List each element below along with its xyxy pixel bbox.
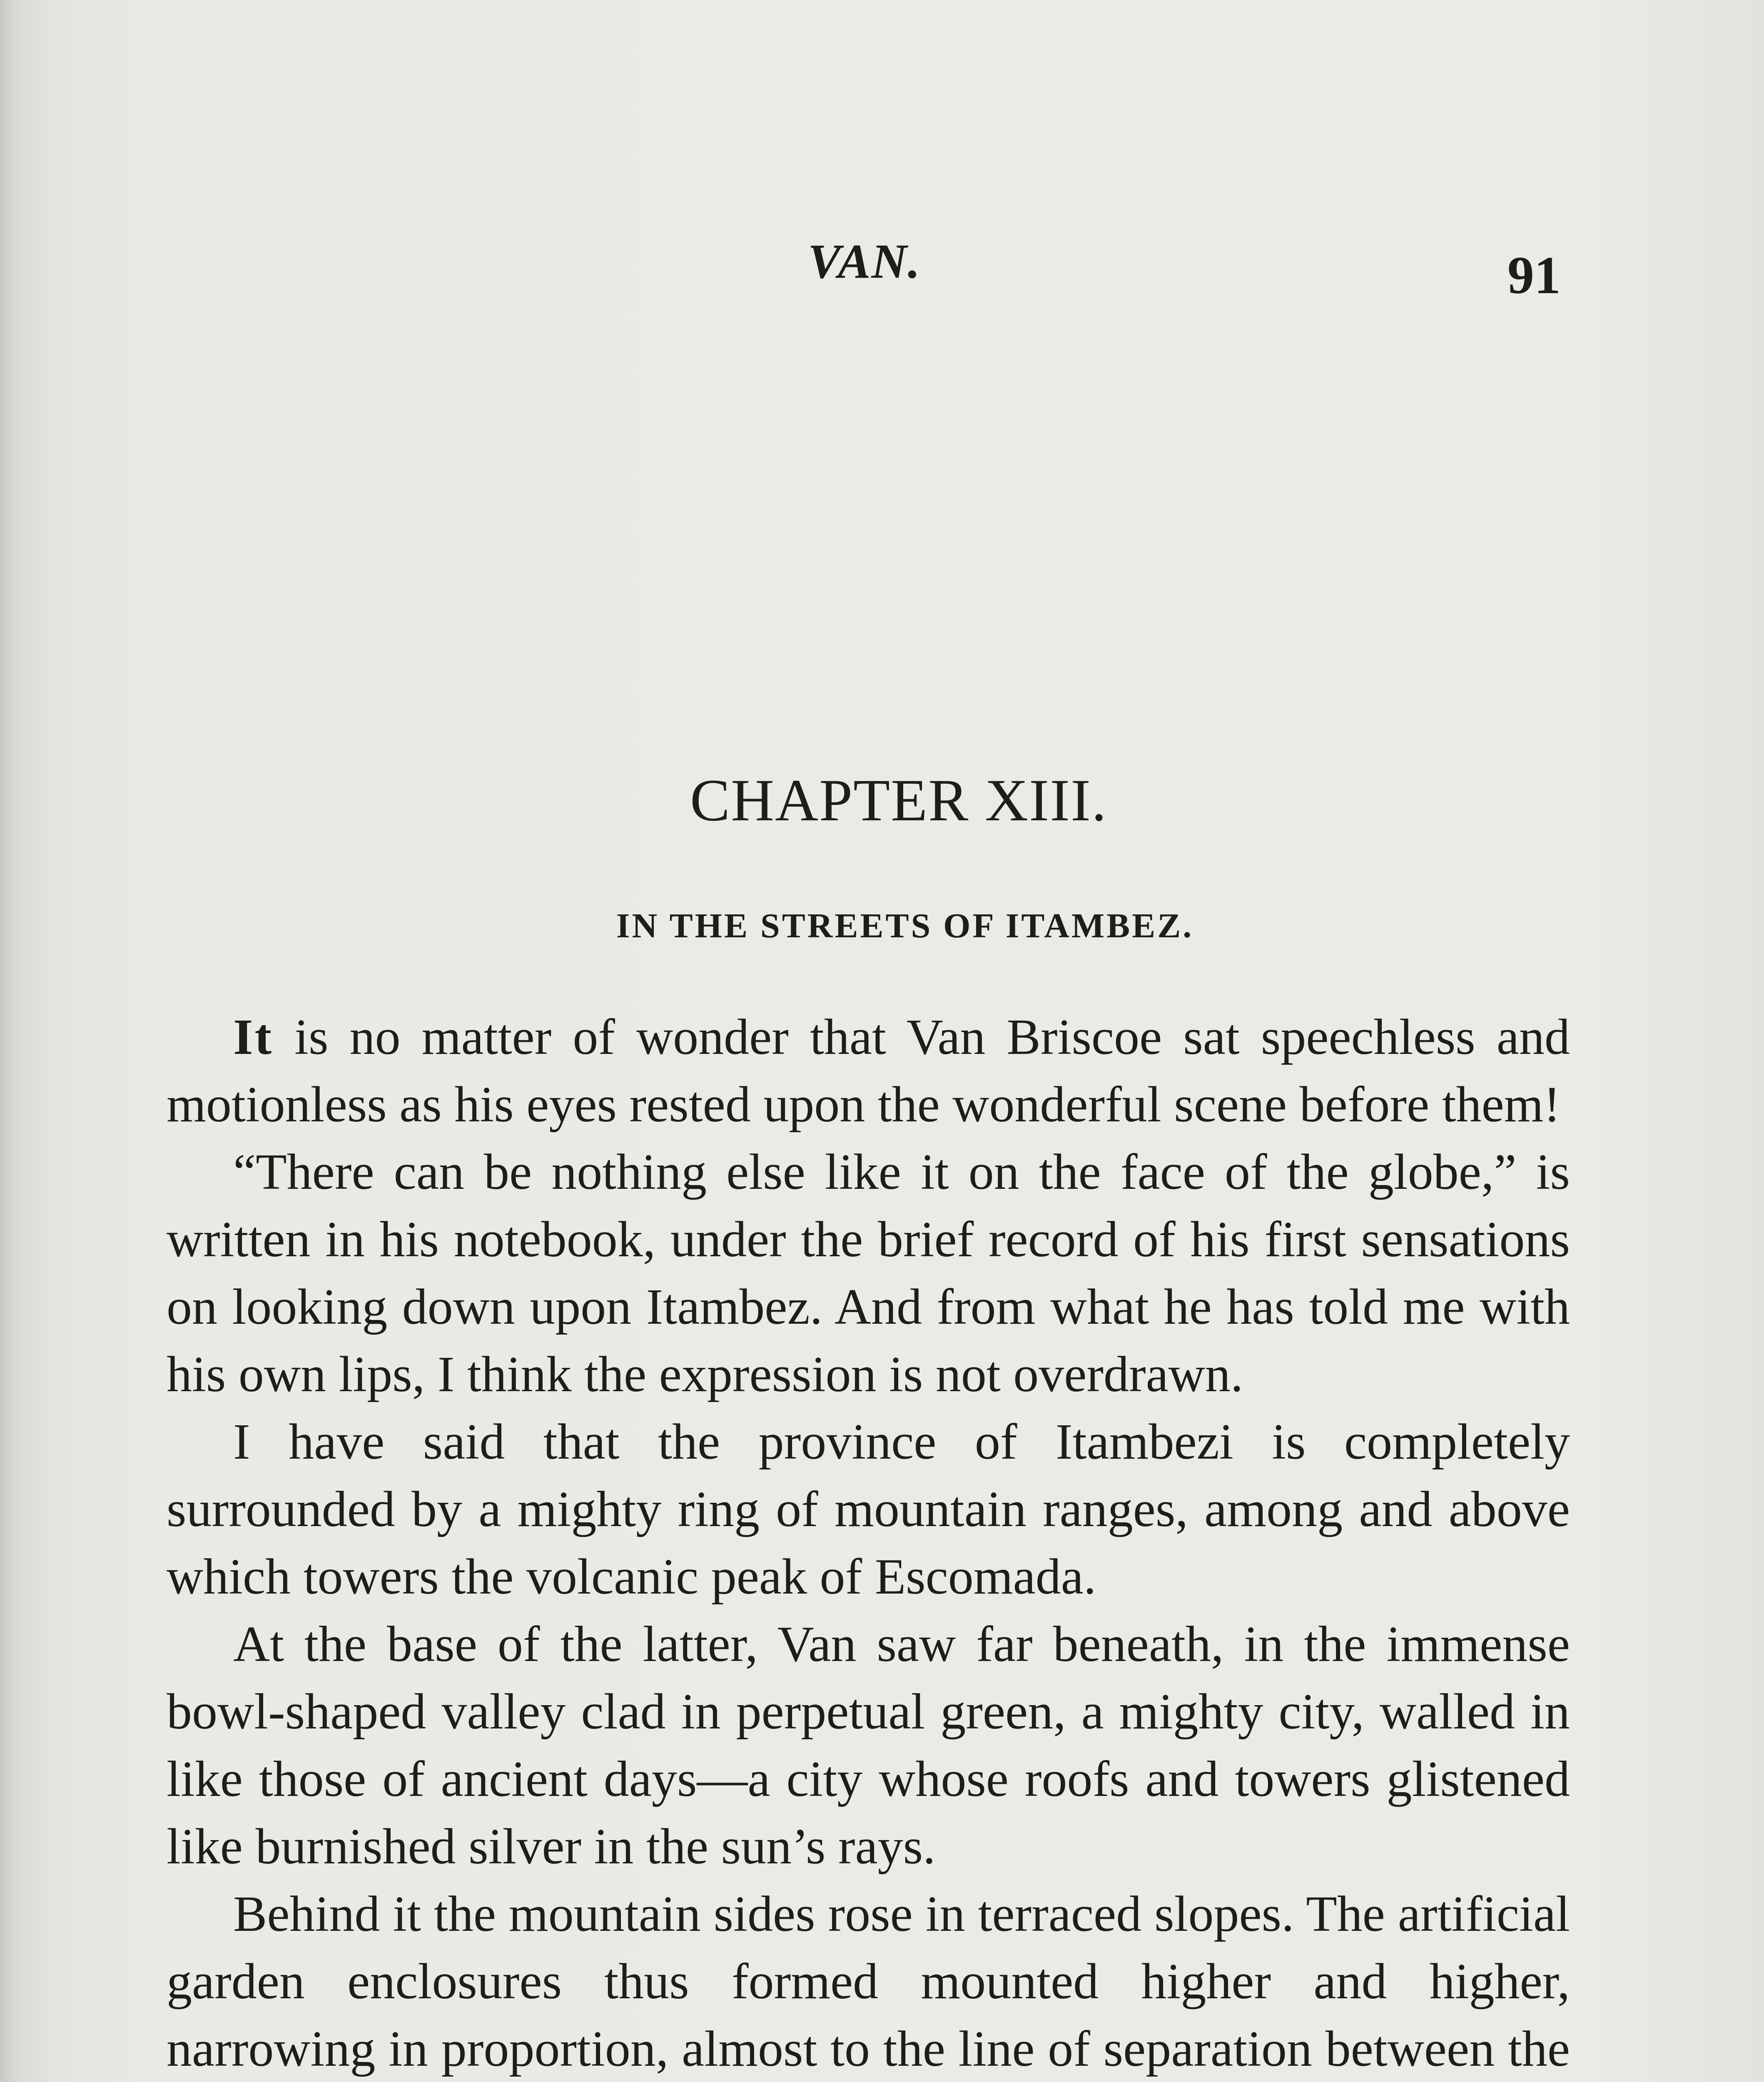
chapter-title: CHAPTER XIII. xyxy=(690,767,1107,834)
paragraph-4: At the base of the latter, Van saw far beneath, in the immense bowl-shaped valley clad in perpetual green, a mighty city, walled in like those of ancient days—a city whose roofs and towers glistened like burnished silver in the sun’s rays. xyxy=(167,1616,1570,1875)
paragraph-2: “There can be nothing else like it on the face of the globe,” is written in his notebook, under the brief record of his first sensations on looking down upon Itambez. And from what he has told me with his own lips, I think the expression is not overdrawn. xyxy=(167,1144,1570,1402)
chapter-subtitle: IN THE STREETS OF ITAMBEZ. xyxy=(616,907,1194,945)
page-number: 91 xyxy=(1507,246,1561,305)
paragraph-lead-word: It xyxy=(233,1009,274,1065)
paragraph-1 xyxy=(167,1004,1570,1138)
running-title: VAN. xyxy=(808,234,921,289)
paragraph-5: Behind it the mountain sides rose in terraced slopes. The artificial garden enclosures thus formed mounted higher and higher, narrowing in proportion, almost to the line of separation between the xyxy=(167,1886,1570,2077)
paragraph-text: is no matter of wonder that Van Briscoe sat speechless and motionless as his eyes rested upon the wonderful scene before them! xyxy=(167,1009,1570,1133)
paragraph-3: I have said that the province of Itambezi is completely surrounded by a mighty ring of mountain ranges, among and above which towers the volcanic peak of Escomada. xyxy=(167,1414,1570,1605)
running-head xyxy=(0,233,1764,305)
body-text xyxy=(167,1004,1570,2082)
